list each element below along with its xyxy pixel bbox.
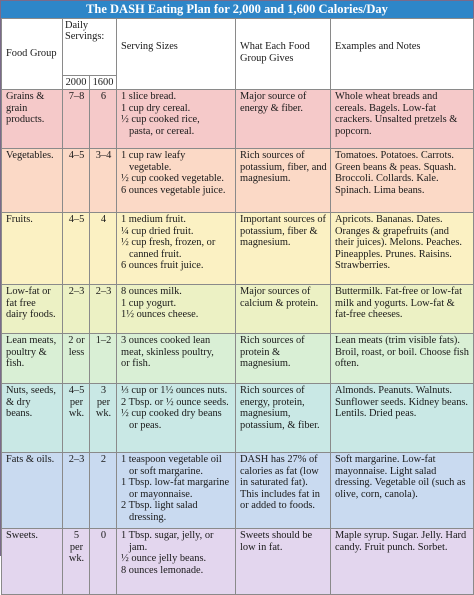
table-row xyxy=(2,334,474,384)
serving-size-line: dressing. xyxy=(129,511,167,523)
serving-size-line: 8 ounces lemonade. xyxy=(121,564,204,576)
serving-size-line: 1½ ounces cheese. xyxy=(121,309,199,321)
serving-sizes-cell xyxy=(117,213,236,285)
food-group-cell: Low-fat or fat free dairy foods. xyxy=(2,285,63,334)
serving-sizes-cell xyxy=(117,529,236,595)
servings-2000-cell: 2–3 xyxy=(63,453,90,529)
header-what-each-gives: What Each Food Group Gives xyxy=(236,19,331,90)
serving-size-line: jam. xyxy=(129,541,148,553)
serving-size-line: meat, skinless poultry, xyxy=(121,346,214,358)
table-row xyxy=(2,384,474,453)
serving-size-line: or peas. xyxy=(129,419,162,431)
header-serving-sizes: Serving Sizes xyxy=(117,19,236,90)
what-gives-cell: Major sources of calcium & protein. xyxy=(236,285,331,334)
serving-size-line: ½ ounce jelly beans. xyxy=(121,553,207,565)
serving-size-line: 2 Tbsp. light salad xyxy=(121,500,198,512)
serving-size-line: ½ cup fresh, frozen, or xyxy=(121,237,216,249)
food-group-cell: Sweets. xyxy=(2,529,63,595)
serving-sizes-cell xyxy=(117,285,236,334)
servings-2000-cell: 7–8 xyxy=(63,90,90,149)
header-food-group: Food Group xyxy=(2,19,63,90)
servings-1600-cell: 1–2 xyxy=(90,334,117,384)
table-row xyxy=(2,90,474,149)
servings-1600-cell: 4 xyxy=(90,213,117,285)
serving-size-line: or mayonnaise. xyxy=(129,488,193,500)
servings-2000-cell: 4–5 xyxy=(63,149,90,213)
examples-cell: Soft margarine. Low-fat mayonnaise. Light salad dressing. Vegetable oil (such as olive, corn, canola). xyxy=(331,453,474,529)
header-daily-servings-label: Daily Servings: xyxy=(65,20,105,42)
food-group-cell: Fats & oils. xyxy=(2,453,63,529)
serving-sizes-cell xyxy=(117,453,236,529)
serving-size-line: 1 Tbsp. low-fat margarine xyxy=(121,477,230,489)
serving-size-line: 1 cup dry cereal. xyxy=(121,102,191,114)
servings-1600-cell: 0 xyxy=(90,529,117,595)
table-title: The DASH Eating Plan for 2,000 and 1,600 Calories/Day xyxy=(1,1,473,18)
food-group-cell: Nuts, seeds, & dry beans. xyxy=(2,384,63,453)
examples-cell: Lean meats (trim visible fats). Broil, roast, or boil. Choose fish often. xyxy=(331,334,474,384)
what-gives-cell: DASH has 27% of calories as fat (low in saturated fat). This includes fat in or added to foods. xyxy=(236,453,331,529)
serving-size-line: ¼ cup dried fruit. xyxy=(121,225,194,237)
what-gives-cell: Rich sources of potassium, fiber, and magnesium. xyxy=(236,149,331,213)
food-group-cell: Grains & grain products. xyxy=(2,90,63,149)
serving-size-line: 1 cup raw leafy xyxy=(121,150,186,161)
servings-2000-cell: 2 or less xyxy=(63,334,90,384)
table-row xyxy=(2,285,474,334)
serving-size-line: ½ cup cooked rice, xyxy=(121,114,200,126)
servings-2000-cell: 4–5 per wk. xyxy=(63,384,90,453)
examples-cell: Tomatoes. Potatoes. Carrots. Green beans & peas. Squash. Broccoli. Collards. Kale. Spinach. Lima beans. xyxy=(331,149,474,213)
table-row xyxy=(2,529,474,595)
table-row xyxy=(2,453,474,529)
what-gives-cell: Sweets should be low in fat. xyxy=(236,529,331,595)
serving-size-line: or fish. xyxy=(121,358,151,370)
header-2000: 2000 xyxy=(63,75,90,89)
serving-size-line: vegetable. xyxy=(129,161,172,173)
servings-2000-cell: 2–3 xyxy=(63,285,90,334)
examples-cell: Whole wheat breads and cereals. Bagels. Low-fat crackers. Unsalted pretzels & popcorn. xyxy=(331,90,474,149)
serving-size-line: 1 teaspoon vegetable oil xyxy=(121,454,222,465)
dash-eating-plan-table xyxy=(1,18,474,595)
servings-1600-cell: 2–3 xyxy=(90,285,117,334)
food-group-cell: Lean meats, poultry & fish. xyxy=(2,334,63,384)
what-gives-cell: Rich sources of energy, protein, magnesium, potassium, & fiber. xyxy=(236,384,331,453)
table-row xyxy=(2,149,474,213)
header-1600: 1600 xyxy=(90,75,117,89)
servings-1600-cell: 2 xyxy=(90,453,117,529)
header-examples: Examples and Notes xyxy=(331,19,474,90)
servings-1600-cell: 3–4 xyxy=(90,149,117,213)
serving-size-line: 1 medium fruit. xyxy=(121,214,186,225)
serving-sizes-cell xyxy=(117,384,236,453)
serving-size-line: ⅓ cup or 1½ ounces nuts. xyxy=(121,385,228,396)
what-gives-cell: Rich sources of protein & magnesium. xyxy=(236,334,331,384)
serving-sizes-cell xyxy=(117,149,236,213)
serving-size-line: or soft margarine. xyxy=(129,465,203,477)
examples-cell: Buttermilk. Fat-free or low-fat milk and yogurts. Low-fat & fat-free cheeses. xyxy=(331,285,474,334)
servings-2000-cell: 5 per wk. xyxy=(63,529,90,595)
serving-size-line: pasta, or cereal. xyxy=(129,125,195,137)
serving-size-line: 6 ounces fruit juice. xyxy=(121,260,204,272)
servings-1600-cell: 6 xyxy=(90,90,117,149)
serving-sizes-cell xyxy=(117,334,236,384)
examples-cell: Almonds. Peanuts. Walnuts. Sunflower seeds. Kidney beans. Lentils. Dried peas. xyxy=(331,384,474,453)
header-daily-servings xyxy=(63,19,117,76)
what-gives-cell: Important sources of potassium, fiber & magnesium. xyxy=(236,213,331,285)
table-row xyxy=(2,213,474,285)
serving-sizes-cell xyxy=(117,90,236,149)
food-group-cell: Fruits. xyxy=(2,213,63,285)
serving-size-line: 2 Tbsp. or ½ ounce seeds. xyxy=(121,396,229,408)
examples-cell: Maple syrup. Sugar. Jelly. Hard candy. Fruit punch. Sorbet. xyxy=(331,529,474,595)
serving-size-line: canned fruit. xyxy=(129,248,182,260)
examples-cell: Apricots. Bananas. Dates. Oranges & grapefruits (and their juices). Melons. Peaches. Pineapples. Prunes. Raisins. Strawberries. xyxy=(331,213,474,285)
table-header-row xyxy=(2,19,474,76)
servings-1600-cell: 3 per wk. xyxy=(90,384,117,453)
serving-size-line: 3 ounces cooked lean xyxy=(121,335,211,346)
serving-size-line: 1 cup yogurt. xyxy=(121,297,177,309)
serving-size-line: 8 ounces milk. xyxy=(121,286,182,297)
serving-size-line: 1 Tbsp. sugar, jelly, or xyxy=(121,530,214,541)
servings-2000-cell: 4–5 xyxy=(63,213,90,285)
serving-size-line: 1 slice bread. xyxy=(121,91,177,102)
serving-size-line: ½ cup cooked dry beans xyxy=(121,408,222,420)
serving-size-line: 6 ounces vegetable juice. xyxy=(121,184,226,196)
serving-size-line: ½ cup cooked vegetable. xyxy=(121,173,224,185)
food-group-cell: Vegetables. xyxy=(2,149,63,213)
what-gives-cell: Major source of energy & fiber. xyxy=(236,90,331,149)
